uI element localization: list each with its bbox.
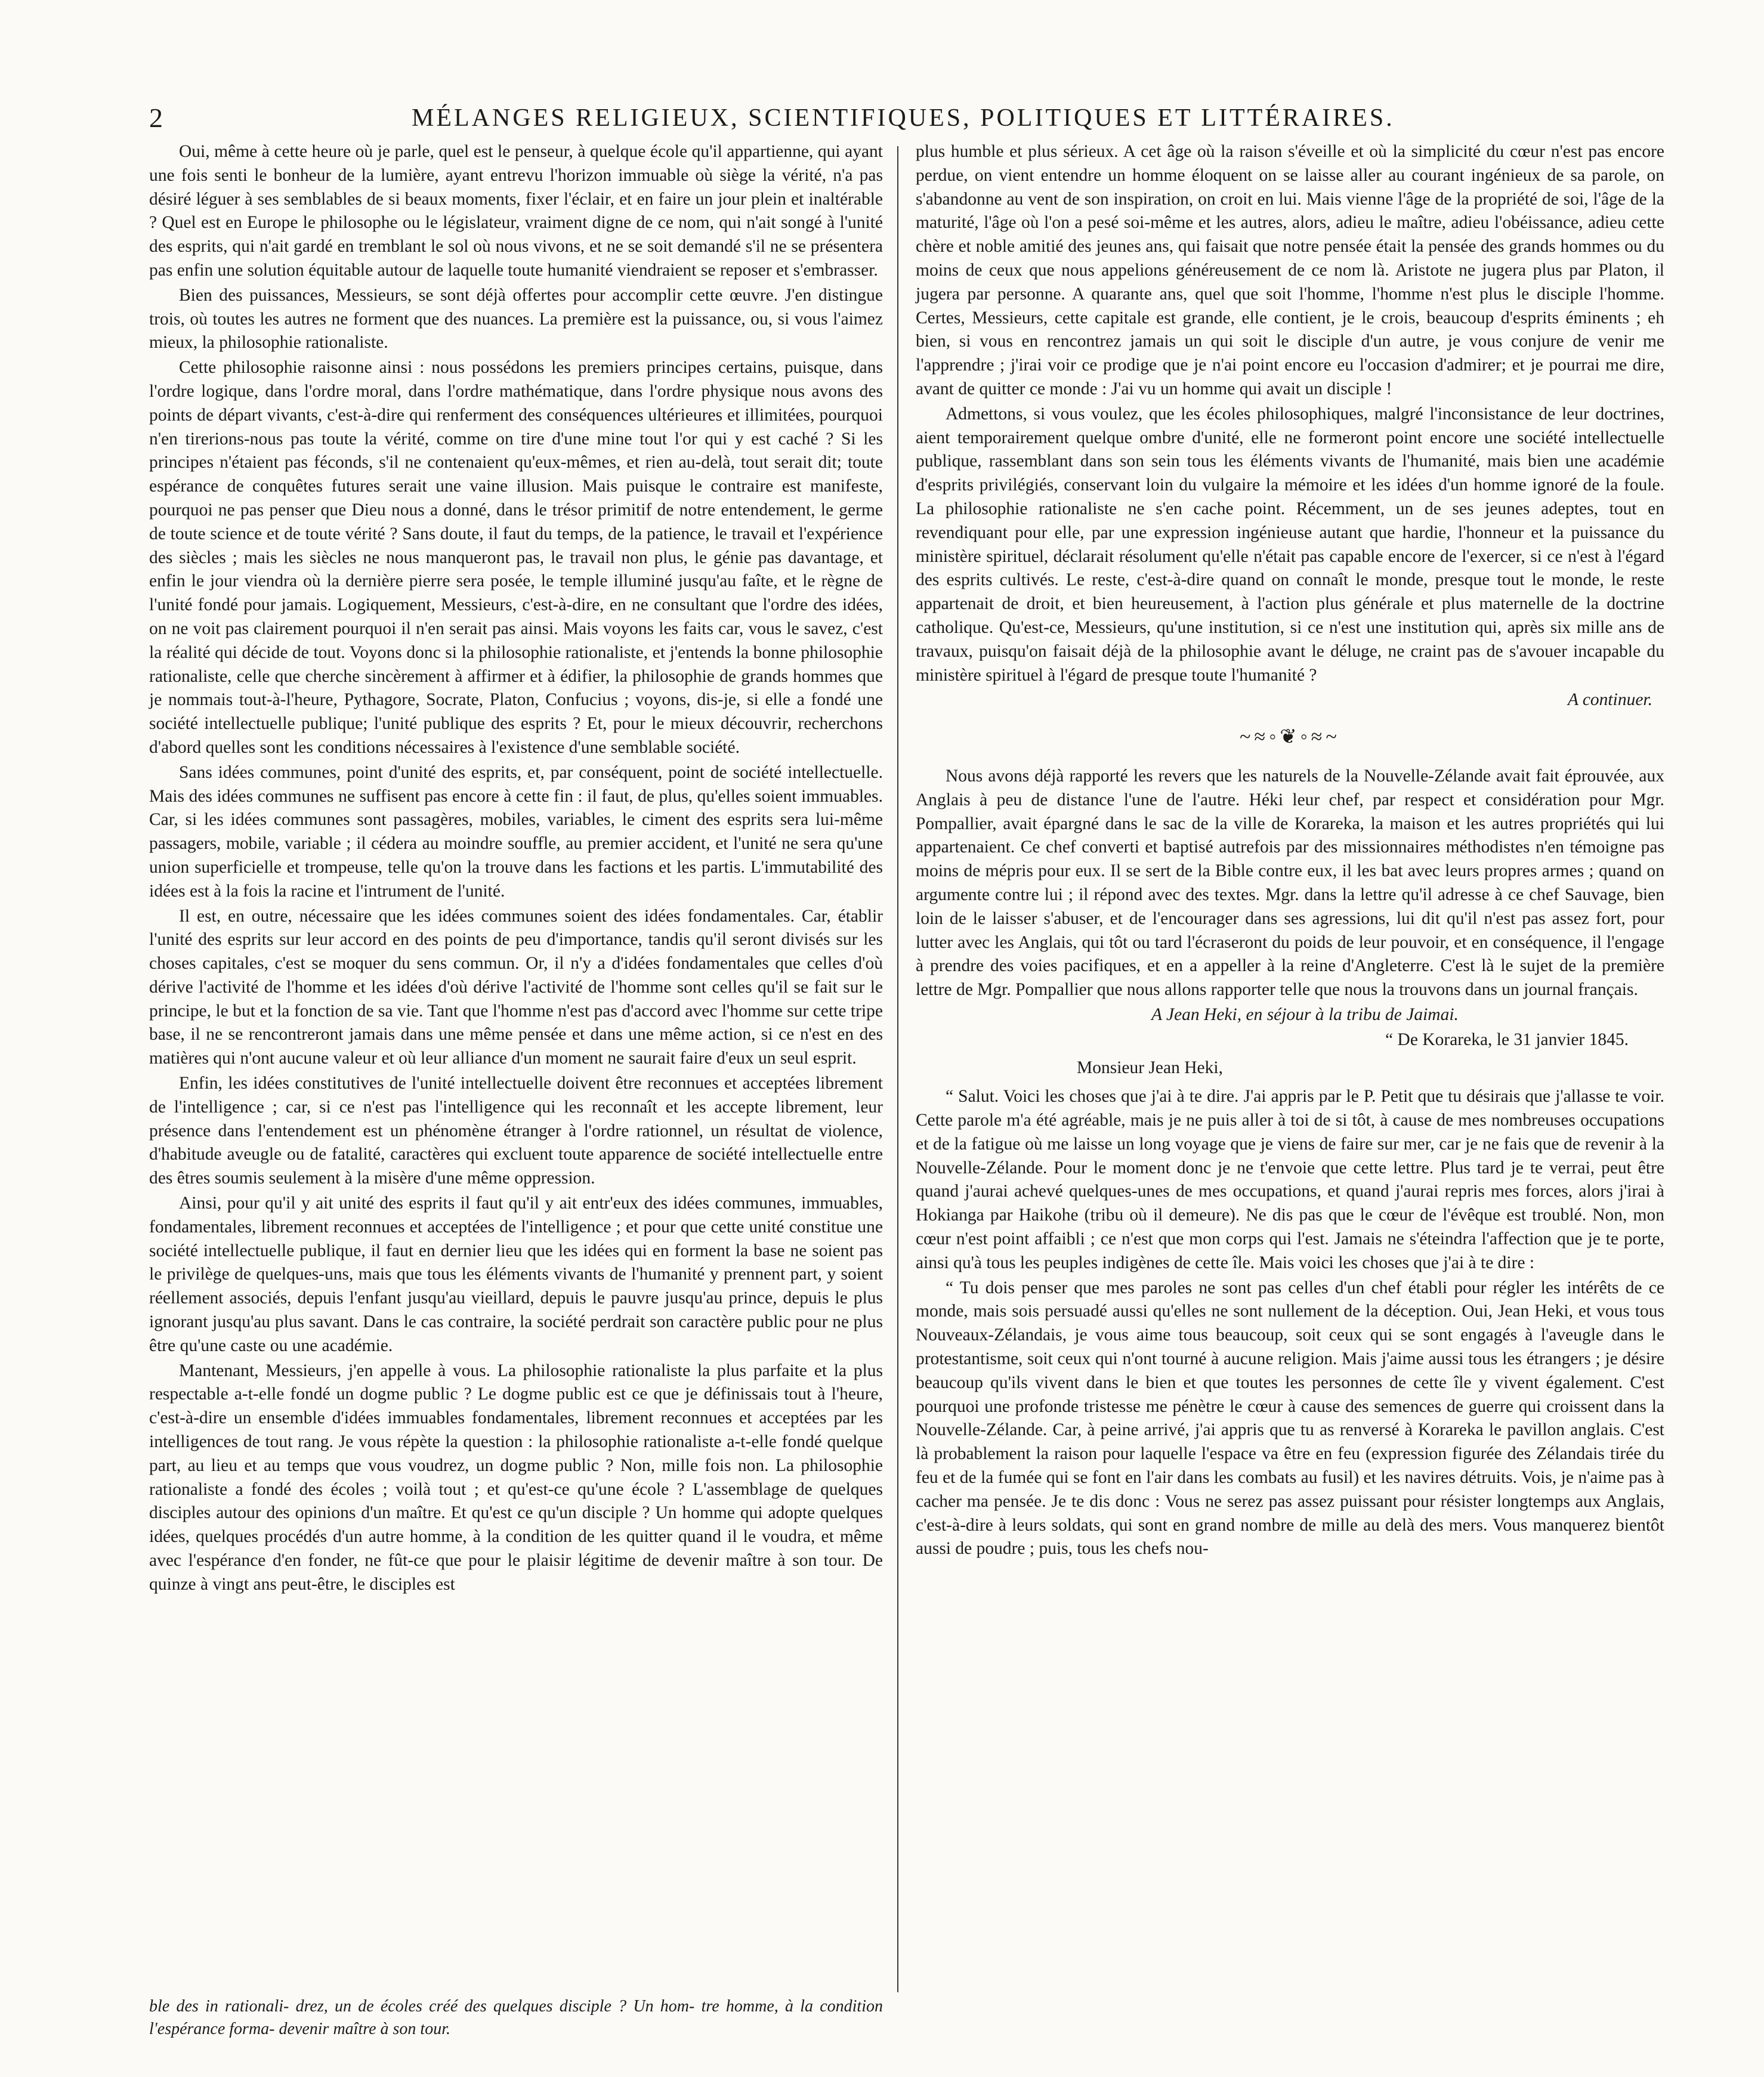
fragment-text: ble des in rationali- drez, un de écoles créé des quelques disciple ? Un hom- tre homme, à la condition l'espérance forma- devenir maître à son tour. [149, 1997, 883, 2038]
paragraph: Cette philosophie raisonne ainsi : nous possédons les premiers principes certains, puisque, dans l'ordre logique, dans l'ordre moral, dans l'ordre mathématique, dans l'ordre physique nous avons des points de départ vivants, c'est-à-dire qui renferment des conséquences ultérieures et illimitées, pourquoi n'en tirerions-nous pas toute la vérité, comme on tire d'une mine tout l'or qui y est caché ? Si les principes n'étaient pas féconds, s'il ne contenaient qu'eux-mêmes, et rien au-delà, tout serait dit; toute espérance de conquêtes futures serait une vaine illusion. Mais puisque le contraire est manifeste, pourquoi ne pas penser que Dieu nous a donné, dans le trésor primitif de notre entendement, le germe de toute science et de toute vérité ? Sans doute, il faut du temps, de la patience, le travail et l'expérience des siècles ; mais les siècles ne nous manqueront pas, le travail non plus, le génie pas davantage, et enfin le jour viendra où la dernière pierre sera posée, le temple illuminé jusqu'au faîte, et le règne de l'unité fondé pour jamais. Logiquement, Messieurs, c'est-à-dire, en ne consultant que l'ordre des idées, on ne voit pas clairement pourquoi il n'en serait pas ainsi. Mais voyons les faits car, vous le savez, c'est la réalité qui décide de tout. Voyons donc si la philosophie rationaliste, et j'entends la bonne philosophie rationaliste, celle que cherche sincèrement à affirmer et à édifier, la philosophie de grands hommes que je nommais tout-à-l'heure, Pythagore, Socrate, Platon, Confucius ; voyons, dis-je, si elle a fondé une société intellectuelle publique; l'unité publique des esprits ? Et, pour le mieux découvrir, recherchons d'abord quelles sont les conditions nécessaires à l'existence d'une semblable société. [149, 358, 883, 757]
letter-paragraph: “ Tu dois penser que mes paroles ne sont pas celles d'un chef établi pour régler les intérêts de ce monde, mais sois persuadé aussi qu'elles ne sont nullement de la déception. Oui, Jean Heki, et vous tous Nouveaux-Zélandais, je vous aime tous beaucoup, soit ceux qui se sont engagés à l'aveugle dans le protestantisme, soit ceux qui n'ont tourné à aucune religion. Mais j'aime aussi tous les étrangers ; je désire beaucoup qu'ils vivent dans le bien et que toutes les personnes de cette île y vivent également. C'est pourquoi une profonde tristesse me pénètre le cœur à cause des semences de guerre qui croissent dans la Nouvelle-Zélande. Car, à peine arrivé, j'ai appris que tu as renversé à Korareka le pavillon anglais. C'est là probablement la raison pour laquelle l'espace va être en feu (expression figurée des Zélandais tirée du feu et de la fumée qui se font en l'air dans les combats au fusil) et les navires détruits. Vois, je n'aime pas à cacher ma pensée. Je te dis donc : Vous ne serez pas assez puissant pour résister longtemps aux Anglais, c'est-à-dire à leurs soldats, qui sont en grand nombre de mille au delà des mers. Vous manquerez bientôt aussi de poudre ; puis, tous les chefs nou- [916, 1278, 1664, 1559]
letter-dateline: “ De Korareka, le 31 janvier 1845. [1385, 1030, 1629, 1049]
paragraph: Sans idées communes, point d'unité des esprits, et, par conséquent, point de société intellectuelle. Mais des idées communes ne suffisent pas encore à cette fin : il faut, de plus, qu'elles soient immuables. Car, si les idées communes sont passagères, mobiles, variables, le ciment des esprits sera lui-même passagers, mobile, variable ; il cédera au moindre souffle, au premier accident, et l'unité ne sera qu'une union superficielle et trompeuse, telle qu'on la trouve dans les factions et les partis. L'immutabilité des idées est à la fois la racine et l'intrument de l'unité. [149, 762, 883, 901]
paragraph: Enfin, les idées constitutives de l'unité intellectuelle doivent être reconnues et acceptées librement de l'intelligence ; car, si ce n'est pas l'intelligence qui les reconnaît et les accepte librement, leur présence dans l'entendement est un phénomène étranger à l'ordre rationnel, un résultat de violence, d'habitude aveugle ou de fatalité, caractères qui excluent toute apparence de société intellectuelle entre des êtres soumis seulement à la misère d'une même oppression. [149, 1074, 883, 1188]
letter-salutation: Monsieur Jean Heki, [1077, 1058, 1223, 1078]
ornament-divider [916, 725, 1664, 749]
paragraph: Ainsi, pour qu'il y ait unité des esprits il faut qu'il y ait entr'eux des idées communes, immuables, fondamentales, librement reconnues et acceptées de l'intelligence ; et pour que cette unité constitue une société intellectuelle publique, il faut en dernier lieu que les idées qui en forment la base ne soient pas le privilège de quelques-uns, mais que tous les éléments vivants de l'humanité y prennent part, y soient réellement associés, depuis l'enfant jusqu'au vieillard, depuis le pauvre jusqu'au prince, depuis le plus ignorant jusqu'au plus savant. Dans le cas contraire, la société perdrait son caractère public pour ne plus être qu'une caste ou une académie. [149, 1194, 883, 1355]
page-number: 2 [149, 103, 163, 133]
letter-paragraph: “ Salut. Voici les choses que j'ai à te dire. J'ai appris par le P. Petit que tu désirais que j'allasse te voir. Cette parole m'a été agréable, mais je ne puis aller à toi de si tôt, à cause de mes nombreuses occupations et de la fatigue où me laisse un long voyage que je viens de faire sur mer, car je ne fais que de revenir à la Nouvelle-Zélande. Pour le moment donc je ne t'envoie que cette lettre. Plus tard je te verrai, peut être quand j'aurai achevé quelques-unes de mes occupations, et quand j'aurai repris mes forces, alors j'irai à Hokianga par Haikohe (tribu où il demeure). Ne dis pas que le cœur de l'évêque est troublé. Non, mon cœur n'est point affaibli ; ce n'est que mon corps qui l'est. Jamais ne s'éteindra l'affection que je te porte, ainsi qu'à tous les peuples indigènes de cette île. Mais voici les choses que j'ai à te dire : [916, 1087, 1664, 1272]
paragraph: Mantenant, Messieurs, j'en appelle à vous. La philosophie rationaliste la plus parfaite et la plus respectable a-t-elle fondé un dogme public ? Le dogme public est ce que je définissais tout à l'heure, c'est-à-dire un ensemble d'idées immuables fondamentales, librement reconnues et acceptées par les intelligences de tout rang. Je vous répète la question : la philosophie rationaliste a-t-elle fondé quelque part, au lieu et au temps que vous voudrez, un dogme public ? Non, mille fois non. La philosophie rationaliste a fondé des écoles ; voilà tout ; et qu'est-ce qu'une école ? L'assemblage de quelques disciples autour des opinions d'un maître. Et qu'est ce qu'un disciple ? Un homme qui adopte quelques idées, quelques procédés d'un autre homme, à la condition de les quitter quand il le voudra, et même avec l'espérance d'en fonder, ne fût-ce que pour le plaisir légitime de devenir maître à son tour. De quinze à vingt ans peut-être, le disciples est [149, 1361, 883, 1594]
paragraph: Admettons, si vous voulez, que les écoles philosophiques, malgré l'inconsistance de leur doctrines, aient temporairement quelque ombre d'unité, elle ne formeront point encore une société intellectuelle publique, rassemblant dans son sein tous les éléments vivants de l'humanité, mais bien une académie d'esprits privilégiés, conservant loin du vulgaire la mémoire et les idées d'un homme ignoré de la foule. La philosophie rationaliste ne s'en cache point. Récemment, un de ses jeunes adeptes, tout en revendiquant pour elle, par une expression ingénieuse autant que hardie, l'honneur et la puissance du ministère spirituel, déclarait résolument qu'elle n'était pas capable encore de l'exercer, si ce n'est à l'égard des esprits cultivés. Le reste, c'est-à-dire quand on connaît le monde, presque tout le monde, le reste appartenait de droit, et bien heureusement, à l'action plus générale et plus maternelle de la doctrine catholique. Qu'est-ce, Messieurs, qu'une institution, si ce n'est une institution qui, après six mille ans de travaux, puisqu'on faisait déjà de la philosophie avant le déluge, ne craint pas de s'avouer incapable du ministère spirituel à l'égard de presque toute l'humanité ? [916, 404, 1664, 685]
journal-title: MÉLANGES RELIGIEUX, SCIENTIFIQUES, POLITIQUES ET LITTÉRAIRES. [412, 104, 1395, 132]
paragraph: Nous avons déjà rapporté les revers que les naturels de la Nouvelle-Zélande avait fait éprouvée, aux Anglais à peu de distance l'une de l'autre. Héki leur chef, par respect et considération pour Mgr. Pompallier, avait épargné dans le sac de la ville de Korareka, la maison et les autres propriétés qui lui appartenaient. Ce chef converti et baptisé autrefois par des missionnaires méthodistes n'en témoigne pas moins de mépris pour eux. Il se sert de la Bible contre eux, il les bat avec leurs propres armes ; quand on argumente contre lui ; il répond avec des textes. Mgr. dans la lettre qu'il adresse à ce chef Sauvage, bien loin de le laisser s'abuser, et de l'encourager dans ses agressions, lui dit qu'il n'est pas assez fort, pour lutter avec les Anglais, qui tôt ou tard l'écraseront du poids de leur pouvoir, et en conséquence, il l'engage à prendre des voies pacifiques, et en a appeller à la reine d'Angleterre. C'est là le sujet de la première lettre de Mgr. Pompallier que nous allons rapporter telle que nous la trouvons dans un journal français. [916, 766, 1664, 1000]
letter-address: A Jean Heki, en séjour à la tribu de Jaimai. [1151, 1004, 1459, 1024]
running-head [149, 100, 1646, 136]
ornament-glyph: ~≈◦❦◦≈~ [1240, 726, 1340, 749]
right-column [916, 140, 1664, 1561]
paragraph: plus humble et plus sérieux. A cet âge où la raison s'éveille et où la simplicité du cœur n'est pas encore perdue, on vient entendre un homme éloquent on se laisse aller au courant ingénieux de sa parole, on s'abandonne au vent de son inspiration, on croit en lui. Mais vienne l'âge de la propriété de soi, l'âge de la maturité, l'âge où l'on a pesé soi-même et les autres, alors, adieu le maître, adieu l'obéissance, adieu cette chère et noble amitié des jeunes ans, qui faisait que notre pensée était la pensée des grands hommes ou du moins de ceux que nous appelions généreusement de ce nom là. Aristote ne jugera plus par Platon, il jugera par personne. A quarante ans, quel que soit l'homme, l'homme n'est plus le disciple l'homme. Certes, Messieurs, cette capitale est grande, elle contient, je le crois, beaucoup d'esprits éminents ; eh bien, si vous en rencontrez jamais un qui soit le disciple d'un autre, je vous conjure de venir me l'apprendre ; j'irai voir ce prodige que je n'ai point encore eu l'occasion d'admirer; et je pourrai me dire, avant de quitter ce monde : J'ai vu un homme qui avait un disciple ! [916, 142, 1664, 398]
torn-margin-fragment [149, 1995, 883, 2041]
left-column [149, 140, 883, 1597]
paragraph: Oui, même à cette heure où je parle, quel est le penseur, à quelque école qu'il appartienne, qui ayant une fois senti le bonheur de la lumière, ayant entrevu l'horizon immuable où siège la vérité, n'a pas désiré léguer à ses semblables de si beaux moments, fixer l'éclair, et en faire un jour plein et inaltérable ? Quel est en Europe le philosophe ou le législateur, vraiment digne de ce nom, qui n'ait songé à l'unité des esprits, qui n'ait gardé en tremblant le sol où nous vivons, et ne se soit demandé s'il ne se présentera pas enfin une solution équitable autour de laquelle toute humanité viendraient se reposer et s'embrasser. [149, 142, 883, 280]
paragraph: Il est, en outre, nécessaire que les idées communes soient des idées fondamentales. Car, établir l'unité des esprits sur leur accord en des points de peu d'importance, tandis qu'il seront divisés sur les choses capitales, c'est se moquer du sens commun. Or, il n'y a d'idées fondamentales que celles d'où dérive l'activité de l'homme et les idées d'où dérive l'activité de l'homme sont celles qu'il se fait sur le principe, le but et la fonction de sa vie. Tant que l'homme n'est pas d'accord avec l'homme sur cette tripe base, il ne se rencontreront jamais dans une même pensée et dans une même action, si ce n'est en des matières qui n'ont aucune valeur et où leur alliance d'un moment ne saurait faire d'eux un seul esprit. [149, 906, 883, 1068]
column-divider [897, 146, 898, 1992]
to-be-continued: A continuer. [1567, 690, 1652, 710]
paragraph: Bien des puissances, Messieurs, se sont déjà offertes pour accomplir cette œuvre. J'en distingue trois, où toutes les autres ne forment que des nuances. La première est la puissance, ou, si vous l'aimez mieux, la philosophie rationaliste. [149, 285, 883, 353]
